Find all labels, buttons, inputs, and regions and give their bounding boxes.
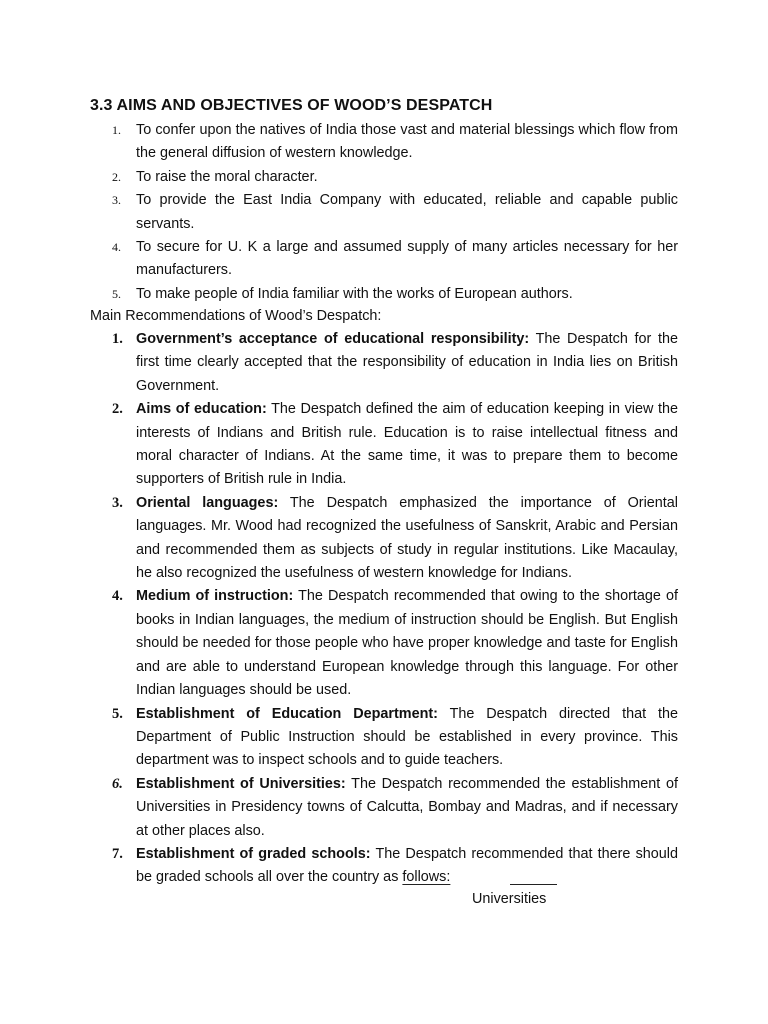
recommendation-item (90, 492, 678, 586)
recommendation-title: Establishment of Education Department: (136, 705, 438, 722)
flowchart-universities-label: Universities (472, 891, 547, 907)
recommendation-item (90, 585, 678, 702)
recommendation-text: The Despatch recommended the establishment of Universities in Presidency towns of Calcutta, Bombay and Madras, and if necessary at other places also. (136, 775, 678, 839)
recommendation-item (90, 703, 678, 773)
recommendation-title: Establishment of graded schools: (136, 845, 371, 862)
aim-number: 3. (112, 193, 121, 208)
recommendation-text: The Despatch defined the aim of education keeping in view the interests of Indians and British rule. Education is to raise intellectual fitness and moral character of Indians. At the same time, it was to prepare them to become supporters of British rule in India. (136, 401, 678, 488)
recommendation-text: The Despatch directed that the Department of Public Instruction should be established in every province. This department was to inspect schools and to guide teachers. (136, 705, 678, 769)
recommendations-list (90, 328, 678, 890)
recommendation-tail: follows: (402, 869, 451, 886)
flowchart-connector-line (510, 884, 557, 885)
recommendation-title: Oriental languages: (136, 494, 279, 511)
aim-item (90, 189, 678, 236)
aim-number: 4. (112, 240, 121, 255)
recommendation-number: 3. (112, 494, 123, 511)
recommendation-title: Medium of instruction: (136, 588, 294, 605)
aim-number: 1. (112, 123, 121, 137)
aim-text: To make people of India familiar with the works of European authors. (136, 285, 573, 302)
recommendation-number: 1. (112, 331, 123, 347)
recommendation-number: 7. (112, 845, 123, 862)
aim-text: To provide the East India Company with educated, reliable and capable public servants. (136, 192, 678, 232)
recommendation-item (90, 843, 678, 890)
aim-text: To confer upon the natives of India those vast and material blessings which flow from the general diffusion of western knowledge. (136, 122, 678, 162)
aim-number: 5. (112, 286, 121, 301)
recommendation-number: 5. (112, 705, 123, 722)
recommendations-intro: Main Recommendations of Wood’s Despatch: (90, 308, 382, 324)
aim-text: To secure for U. K a large and assumed supply of many articles necessary for her manufacturers. (136, 239, 678, 279)
section-heading: 3.3 AIMS AND OBJECTIVES OF WOOD’S DESPATCH (90, 97, 493, 114)
recommendation-item (90, 773, 678, 843)
recommendation-number: 2. (112, 401, 123, 418)
recommendation-text: The Despatch recommended that there should be graded schools all over the country as (136, 845, 678, 886)
aim-item (90, 166, 678, 189)
recommendation-text: The Despatch emphasized the importance of Oriental languages. Mr. Wood had recognized the usefulness of Sanskrit, Arabic and Persian and recommended them as subjects of study in regular institutions. Like Macaulay, he also recognized the usefulness of western knowledge for Indians. (136, 494, 679, 582)
aim-item (90, 119, 678, 166)
aim-text: To raise the moral character. (136, 168, 318, 185)
recommendation-item (90, 328, 678, 398)
recommendation-title: Government’s acceptance of educational responsibility: (136, 331, 530, 347)
recommendation-number: 4. (112, 588, 123, 605)
recommendation-item (90, 398, 678, 492)
recommendation-text: The Despatch recommended that owing to the shortage of books in Indian languages, the medium of instruction should be English. But English should be needed for those people who have proper knowledge and taste for English and are able to understand European knowledge through this language. For other Indian languages should be used. (136, 588, 678, 699)
recommendation-title: Aims of education: (136, 401, 267, 418)
aim-item (90, 283, 678, 306)
aims-list (90, 119, 678, 306)
aim-number: 2. (112, 169, 121, 184)
recommendation-text: The Despatch for the first time clearly accepted that the responsibility of education in India lies on British Government. (136, 331, 678, 394)
recommendation-title: Establishment of Universities: (136, 775, 346, 792)
aim-item (90, 236, 678, 283)
recommendation-number: 6. (112, 775, 123, 792)
